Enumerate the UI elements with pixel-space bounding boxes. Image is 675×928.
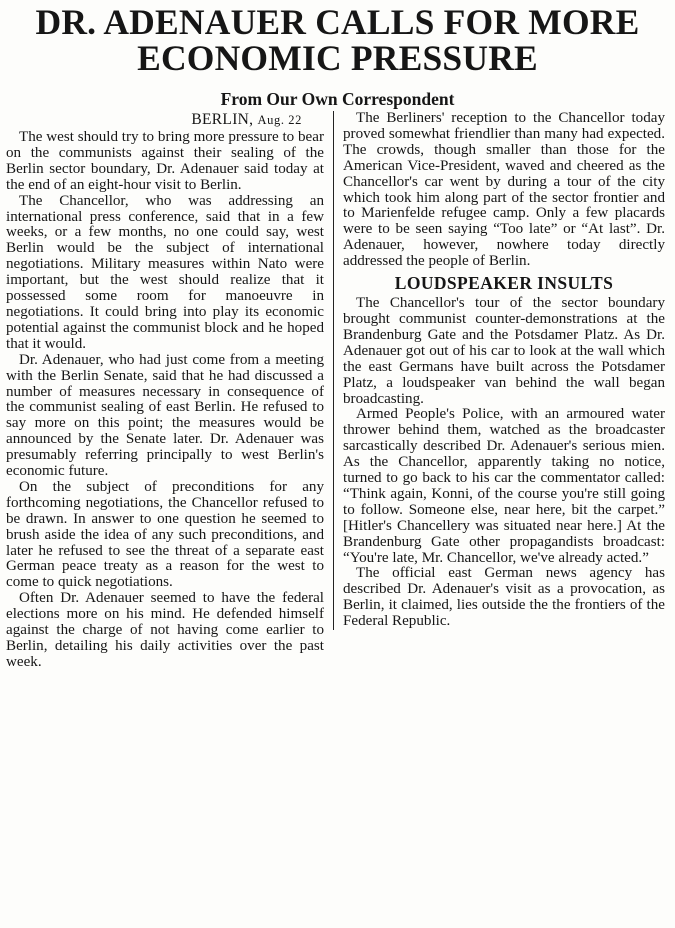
paragraph: The Chancellor, who was addressing an international press conference, said that in a few weeks, or a few months, no one could say, west Berlin would be the subject of international negotiations. Military measures within Nato were important, but the west should realize that it possessed some room for manoeuvre in negotiations. It could bring into play its economic potential against the communist block and he hoped that it would. bbox=[6, 192, 324, 352]
paragraph: On the subject of preconditions for any forthcoming negotiations, the Chancellor refused to be drawn. In answer to one question he seemed to brush aside the idea of any such preconditions, and later he refused to see the threat of a separate east German peace treaty as a reason for the west to come to quick negotiations. bbox=[6, 478, 324, 591]
article-body bbox=[6, 111, 669, 671]
dateline bbox=[6, 111, 302, 129]
right-column bbox=[333, 111, 665, 630]
headline-line-2: ECONOMIC PRESSURE bbox=[137, 38, 538, 78]
paragraph: The Chancellor's tour of the sector boundary brought communist counter-demonstrations at the Brandenburg Gate and the Potsdamer Platz. As Dr. Adenauer got out of his car to look at the wall which the east Germans have built across the Potsdamer Platz, a loudspeaker van behind the wall began broadcasting. bbox=[343, 295, 665, 407]
subheading: LOUDSPEAKER INSULTS bbox=[394, 273, 614, 294]
paragraph: Often Dr. Adenauer seemed to have the federal elections more on his mind. He defended himself against the charge of not having come earlier to Berlin, detailing his daily activities over the past week. bbox=[6, 590, 324, 670]
paragraph: Armed People's Police, with an armoured water thrower behind them, watched as the broadcaster sarcastically described Dr. Adenauer's serious mien. As the Chancellor, apparently taking no notice, turned to go back to his car the commentator called: “Think again, Konni, of the course you're still going to follow. Someone else, near here, bit the carpet.” [Hitler's Chancellery was situated near here.] At the Brandenburg Gate other propagandists broadcast: “You're late, Mr. Chancellor, we've already acted.” bbox=[343, 406, 665, 566]
dateline-date: Aug. 22 bbox=[257, 113, 302, 127]
headline bbox=[6, 4, 669, 76]
paragraph: The Berliners' reception to the Chancellor today proved somewhat friendlier than many had expected. The crowds, though smaller than those for the American Vice-President, waved and cheered as the Chancellor's car went by during a tour of the city which took him along part of the sector frontier and to Marienfelde refugee camp. Only a few placards were to be seen saying “Too late” or “At last”. Dr. Adenauer, however, nowhere today directly addressed the people of Berlin. bbox=[343, 110, 665, 270]
dateline-city: BERLIN, bbox=[191, 111, 254, 128]
byline: From Our Own Correspondent bbox=[220, 89, 455, 109]
paragraph: The west should try to bring more pressure to bear on the communists against their sealing of the Berlin sector boundary, Dr. Adenauer said today at the end of an eight-hour visit to Berlin. bbox=[6, 129, 324, 193]
headline-line-1: DR. ADENAUER CALLS FOR MORE bbox=[35, 2, 640, 42]
paragraph: The official east German news agency has described Dr. Adenauer's visit as a provocation, as Berlin, it claimed, lies outside the the frontiers of the Federal Republic. bbox=[343, 565, 665, 630]
left-column bbox=[6, 111, 333, 671]
paragraph: Dr. Adenauer, who had just come from a meeting with the Berlin Senate, said that he had discussed a number of measures necessary in consequence of the communist sealing of east Berlin. He refused to say more on this point; the measures would be announced by the Senate later. Dr. Adenauer was presumably referring principally to west Berlin's economic future. bbox=[6, 351, 324, 480]
